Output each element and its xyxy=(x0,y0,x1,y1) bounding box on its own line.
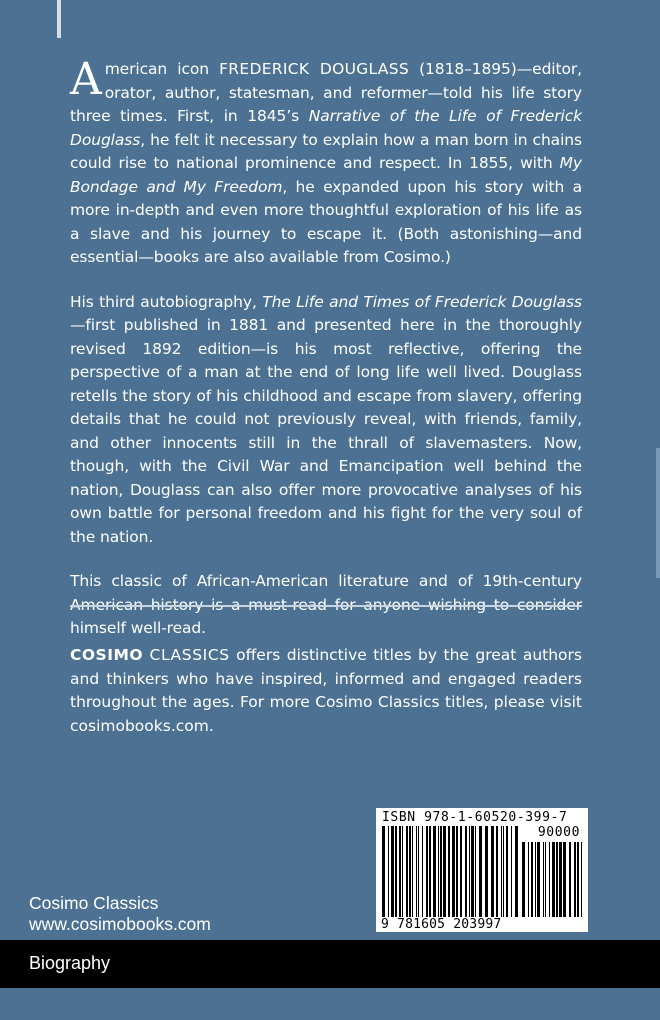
back-cover-description xyxy=(70,54,583,641)
isbn-barcode xyxy=(376,808,588,932)
price-code: 90000 xyxy=(537,825,580,840)
third-paragraph: This classic of African-American literature and of 19th-century himself well-read. xyxy=(70,572,582,637)
spine-edge xyxy=(656,448,660,578)
publisher-name: Cosimo Classics xyxy=(29,893,159,913)
ean-digits: 9 781605 203997 xyxy=(381,917,502,932)
barcode-bars xyxy=(382,826,518,917)
author-name: FREDERICK DOUGLASS xyxy=(219,60,409,78)
section-divider xyxy=(70,605,582,607)
top-accent-line xyxy=(57,0,61,38)
drop-cap: A xyxy=(70,54,102,105)
book-title-bondage: My Bondage and My Freedom xyxy=(70,154,582,196)
brand-cosimo: COSIMO xyxy=(70,646,144,664)
isbn-text: ISBN 978-1-60520-399-7 xyxy=(382,810,568,825)
category-label: Biography xyxy=(29,953,111,973)
barcode-addon-bars xyxy=(522,842,582,917)
publisher-info xyxy=(29,893,211,935)
series-blurb: COSIMO CLASSICS offers distinctive titles by the great authors and thinkers who have inspired, informed and engaged readers throughout the ages. For more Cosimo Classics titles, please visit cosimobooks.com. xyxy=(70,646,582,735)
book-title-narrative: Narrative of the Life of Frederick Douglass xyxy=(70,107,582,149)
brand-classics: CLASSICS xyxy=(149,646,230,664)
publisher-url: www.cosimobooks.com xyxy=(29,914,211,934)
second-paragraph: His third autobiography, The Life and Times of Frederick Douglass—first published in 1881 and presented here in the thoroughly revised 1892 edition—is his most reflective, offering the perspective of a man at the end of long life well lived. Douglass retells the story of his childhood and escape from slavery, offering details that he could not previously reveal, with friends, family, and other innocents still in the thrall of slavemasters. Now, though, with the Civil War and Emancipation well behind the nation, Douglass can also offer more provocative analyses of his own battle for personal freedom and his fight for the very soul of the nation. xyxy=(70,292,583,546)
book-title-life-and-times: The Life and Times of Frederick Douglass xyxy=(262,292,583,311)
intro-paragraph: American icon FREDERICK DOUGLASS (1818–1895)—editor, orator, author, statesman, and reformer—told his life story three times. First, in 1845’s Narrative of the Life of Frederick Douglass, he felt it necessary to explain how a man born in chains could rise to national prominence and respect. In 1855, with My Bondage and My Freedom, he expanded upon his story with a more in-depth and even more thoughtful exploration of his life as a slave and his journey to escape it. (Both astonishing—and essential—books are also available from Cosimo.) xyxy=(70,54,582,266)
